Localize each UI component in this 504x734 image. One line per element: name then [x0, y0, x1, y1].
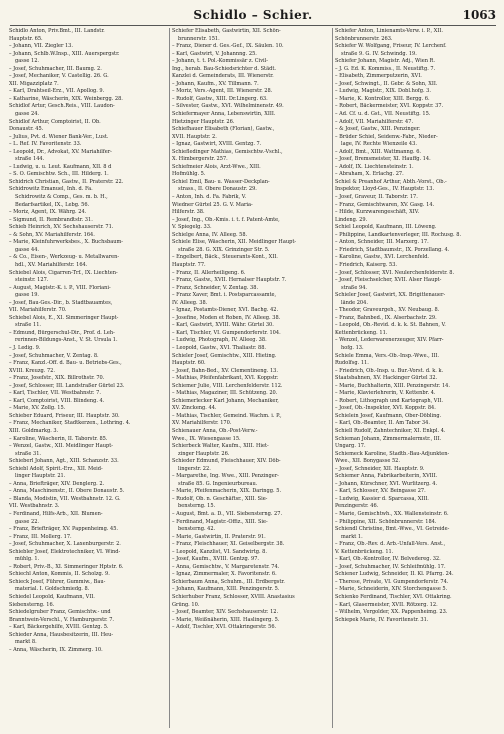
directory-entry-line: – Marie, Klavierlehrerin, V. Kettenbr. 4.: [335, 390, 436, 397]
directory-entry-line: – Josef, Schneider, XII. Hauptstr. 9.: [335, 465, 425, 472]
directory-entry-line: – Leopold, Dr., Advokat, XV. Mariahilfer-: [9, 148, 112, 155]
directory-entry-line: – L. Ref. IV. Favoritenstr. 33.: [9, 141, 82, 148]
directory-entry-line: – Marie, K. Kontrollor, XIII. Bergg. 6.: [335, 95, 430, 102]
directory-entry-line: XIII. Goldmarkg. 3.: [9, 427, 59, 434]
directory-entry-line: – Franz, Kanzl.-Off. d. Bau- u. Betriebs-Ges.,: [9, 360, 122, 367]
directory-entry-line: Schiebler Josef, Elektrotechniker, VI. Wind-: [9, 548, 121, 555]
directory-entry-line: – Johann, t. t. Pol.-Kommissär z. Civil-: [172, 58, 268, 65]
directory-entry-line: XV. Zinckeng. 44.: [172, 405, 217, 412]
directory-entry-line: Schieler Josef, Gemischtw., XIII. Hieting.: [172, 352, 277, 359]
directory-entry-line: Schierhuber Franz, Schlosser, XVIII. Anastasius: [172, 594, 295, 601]
page-number: 1063: [462, 8, 496, 22]
directory-entry-line: Schiedelgruber Franz, Gemischtw.- und: [9, 609, 111, 616]
directory-entry-line: Siebensterng. 16.: [9, 601, 55, 608]
directory-entry-line: – Josef, Ing., Ob.-Kmis. i. t. f. Patent-Amte,: [172, 216, 280, 223]
directory-entry-line: – Ludwig, Magistr., XIX. Dobl.hofg. 3.: [335, 88, 431, 95]
directory-entry-line: Hauptstr. 60.: [172, 360, 206, 367]
directory-entry-line: Schidlof Arthur, Comptoirist, II. Ob.: [9, 118, 101, 125]
directory-entry-line: gasse 19.: [15, 292, 40, 299]
directory-entry-line: straße 31.: [15, 450, 42, 457]
directory-entry-line: – Karl, Tischler, VI. Gumpendorferstr. 104.: [172, 329, 281, 336]
directory-entry-line: Schiefledinger Mathias, Gemischtw.-Vschl.,: [172, 148, 283, 155]
directory-entry-line: – Anna, Wäscherin, IX. Zimmerg. 10.: [9, 646, 103, 653]
directory-entry-line: gasse 24.: [15, 111, 40, 118]
directory-entry-line: – Johann, Kaufmann, XIII. Penzingerstr. 5.: [172, 586, 280, 593]
directory-entry-line: Schiefer Elisabeth, Gastwirtin, XII. Schön-: [172, 28, 281, 34]
directory-entry-line: Schielge Anna, IV. Alleeg. 58.: [172, 231, 248, 238]
directory-entry-line: – Marie, XV. Zollg. 15.: [9, 405, 66, 412]
directory-entry-line: – Josef, Schlosser, XVI. Neulerchenfelderstr. 8.: [335, 269, 455, 276]
directory-entry-line: Schiell Rudolf, Zahntechniker, XI. Enkpl. 4.: [335, 427, 446, 434]
directory-entry-line: bensterng. 42.: [178, 526, 216, 533]
directory-entry-line: – Johann, Schlb.W.Insp., XIII. Auerspergstr.: [9, 50, 120, 57]
directory-entry-line: Rudolfsg. 11.: [335, 360, 369, 367]
directory-entry-line: – Franz, Fleischhauer, XI. Geiselbergstr. 38.: [172, 541, 285, 548]
directory-entry-line: – Josef, Schuhmacher, IV. Schleifmühlg. 17.: [335, 563, 446, 570]
directory-entry-line: – Engelbert, Bäck., Steuerants-Kont., XII.: [172, 254, 278, 261]
directory-entry-line: – Philippine, Landkartenverleger, III. Rochusg. 8.: [335, 231, 462, 238]
directory-entry-line: Kanzlei d. Gemeinderats, III. Wienerstr.: [172, 73, 274, 80]
directory-entry-line: – Johann, Kürschner, XVI. Wurlitzerg. 4.: [335, 480, 438, 487]
directory-entry-line: mühlg. 1.: [15, 556, 40, 563]
directory-entry-line: – Josef, Schuhmacher, III. Baumg. 2.: [9, 65, 102, 72]
directory-entry-line: Schiedel Leopold, Kaufmann, VII.: [9, 594, 95, 601]
directory-entry-line: Schiele Emma, Vers.-Ob.-Insp.-Wwe., III.: [335, 352, 439, 359]
directory-entry-line: – S. O. Gemischtw. Sch., III. Hilderg. 1.: [9, 171, 109, 178]
directory-entry-line: Schieberl Johann, Agt., XIII. Schanzstr. 33.: [9, 458, 119, 465]
directory-entry-line: Schierbaum Anna, Schuhm., III. Erdbergstr.: [172, 578, 285, 585]
directory-entry-line: Schiemerlecker Karl Johann, Mechaniker,: [172, 397, 279, 404]
directory-entry-line: Schienko Ferdinand, Tischler, XVI. Ottakring.: [335, 594, 452, 601]
directory-entry-line: Schieber Eduard, Friseur, III. Hauptstr. 30.: [9, 412, 120, 419]
directory-entry-line: VII. Westbahnstr. 3.: [9, 503, 60, 510]
directory-entry-line: gasse 22.: [15, 518, 40, 525]
directory-entry-line: – Karl, Glasermeister, XVII. Rötzerg. 12.: [335, 601, 438, 608]
directory-entry-line: – Anna, Maschinenstr., II. Obere Donaustr. 5.: [9, 488, 125, 495]
directory-entry-line: – Anna, Gemischtw., V. Margaretenstr. 74.: [172, 563, 280, 570]
directory-entry-line: – Rudolf, Ob. n. Geschäftsr., XIII. Sie-: [172, 495, 268, 502]
directory-entry-line: – Abraham, X. Erlachg. 27.: [335, 171, 404, 178]
directory-entry-line: – Adolf, VII. Mariahilferstr. 47.: [335, 118, 414, 125]
directory-entry-line: – Franz, Josefstr., XIX. Billrothstr. 70.: [9, 375, 105, 382]
directory-entry-line: Schiel & Preanhof Arthur, Abth.-Vorst., Ob.-: [335, 178, 447, 185]
directory-entry-line: – Ludwig, Kassier d. Sparcassa, XIII.: [335, 495, 429, 502]
directory-entry-line: Bedarfsartikel, IX., Lebg. 56.: [15, 201, 90, 208]
directory-entry-line: lände 204.: [341, 299, 368, 306]
directory-entry-line: straße 144.: [15, 156, 45, 163]
directory-entry-line: Schiebl Adolf, Spirit.-Erz., XII. Meid-: [9, 465, 103, 472]
directory-entry-line: Schieder Anna, Hausbesitzerin, III. Heu-: [9, 631, 114, 638]
directory-entry-line: – Friedrich, Ob.-Insp. u. Bur.-Vorst. d. k. k.: [335, 367, 444, 374]
directory-entry-line: Wwe., IX. Wiesengasse 15.: [172, 435, 241, 442]
directory-entry-line: – Franz, Bahnbed., IX. Alserbachstr. 29.: [335, 314, 437, 321]
directory-entry-line: – & Sohn, XV. Mariahilferstr. 164.: [9, 231, 95, 238]
directory-entry-line: – Philippine, XII. Schönbrunnerstr. 184.: [335, 518, 437, 525]
directory-entry-line: – August, Magistr.-K. i. P., VIII. Floriani-: [9, 284, 111, 291]
directory-entry-line: Schiefermayer Anna, Lebenswirtin, XIII.: [172, 111, 276, 118]
directory-entry-line: straße 85. G. Ingenieurbureau.: [178, 480, 258, 487]
directory-entry-line: Schieman Johann, Zimmermalermstr., III.: [335, 435, 442, 442]
directory-entry-line: Hauptstr. 65.: [9, 35, 43, 42]
directory-entry-line: – Leopold, Gastw., XVI. Thaliastr. 88.: [172, 344, 267, 351]
directory-entry-line: – Brüder Schiel, Seidenw.-Fabr., Nieder-: [335, 133, 438, 140]
directory-entry-line: – Franz, Diener d. Ges.-Gef., IX. Säulen. 10.: [172, 43, 284, 50]
directory-entry-line: Schiepek Marie, IV. Favoritenstr. 31.: [335, 616, 429, 623]
directory-entry-line: markt 1.: [341, 533, 363, 540]
directory-entry-line: – Moriz, Vers.-Agent, III. Wienerstr. 28.: [172, 88, 273, 95]
directory-entry-line: – Karl, Tischler, VII. Westbahnstr. 7.: [9, 390, 101, 397]
directory-entry-line: – Therese, Private, VI. Gumpendorferstr. 74.: [335, 578, 449, 585]
directory-entry-line: – Karoline, Gastw., XVI. Lerchenfeld.: [335, 254, 430, 261]
directory-entry-line: – Josef, Schuhmacher, V. Zentag. 8.: [9, 352, 99, 359]
directory-entry-line: – Marie, Gastwirtin, II. Praterstr. 91.: [172, 533, 266, 540]
directory-entry-line: – Anton, Schneider, III. Marxerg. 17.: [335, 239, 429, 246]
directory-entry-line: – Karl, Comptoirist, VIII. Blindeng. 4.: [9, 397, 105, 404]
directory-entry-line: IV. Alleeg. 38.: [172, 299, 208, 306]
directory-entry-line: Hauptstr. 77.: [172, 261, 206, 268]
directory-entry-line: – Ignaz, Postamts-Diener, XVI. Bachg. 42.: [172, 307, 279, 314]
directory-entry-line: – Wenzel, Gastw., XII. Meidlinger Haupt-: [9, 443, 113, 450]
directory-entry-line: markt 8.: [15, 639, 37, 646]
directory-entry-line: – Josef, Graveur, II. Taborstr. 17.: [335, 194, 418, 201]
directory-entry-line: – Margarethe, Ing. Wwe., XIII. Penzinger-: [172, 473, 279, 480]
directory-entry-line: XV. Mariahilferstr. 170.: [172, 420, 232, 427]
directory-entry-line: – Karl, Ob.-Kontrollor, IV. Belvedereg. 32.: [335, 556, 441, 563]
directory-entry-line: Schiel Emil, Bau- u. Wasser-Deckplan-: [172, 178, 270, 185]
directory-entry-line: – Josef, Fleischselcher, XVII. Alser Haupt-: [335, 277, 442, 284]
directory-entry-line: – Anna, Briefträger, XIV. Denglerg. 2.: [9, 480, 105, 487]
directory-entry-line: – Adolf, Tischler, XVI. Ottakringerstr. 56.: [172, 624, 277, 631]
directory-entry-line: – Julius, Pvt. d. Wiener Bank-Ver., Lust.: [9, 133, 109, 140]
directory-entry-line: Schiener Ludwig, Schneider, II. Kl. Pfarrg. 24.: [335, 571, 454, 578]
directory-entry-line: – Marie, Gemischtwh., XX. Wallensteinstr. 6.: [335, 511, 449, 517]
directory-entry-line: rerinnen-Bildungs-Anst., V. St. Ursula 1.: [15, 337, 118, 344]
directory-entry-line: Schiefer W. Wolfgang, Friseur, IV. Lerchenf.: [335, 43, 447, 50]
directory-entry-line: Schienauer Anna, Ob.-Post-Verw.-: [172, 427, 258, 434]
directory-entry-line: – Franz, II. Allerheiligeng. 6.: [172, 269, 246, 276]
directory-entry-line: – Johann, Kaufm., XV. Tillmann. 7.: [172, 80, 259, 87]
directory-entry-line: – Karl, Gastwirt, XVIII. Währ. Gürtel 30.: [172, 322, 274, 329]
directory-entry-line: Grüng. 10.: [172, 601, 200, 608]
directory-entry-line: strass., II. Obere Donaustr. 29.: [178, 186, 257, 193]
directory-entry-line: – Ignaz, Gastwirt, XVIII. Gentzg. 7.: [172, 141, 262, 148]
directory-entry-line: – Josef, Bahn-Bed., XV. Clementineng. 13.: [172, 367, 278, 374]
directory-entry-line: straße 9. G. IV. Schwindg. 19.: [341, 50, 417, 57]
directory-entry-line: hofg. 13.: [341, 344, 364, 351]
directory-entry-line: – Ludwig, Photograph, IV. Alleeg. 38.: [172, 337, 267, 344]
directory-entry-line: – Wenzel, Lederwarenerzeuger, XIV. Pfarr-: [335, 337, 444, 344]
directory-entry-line: Schidrowitz Emanuel, Inh. d. Fa.: [9, 186, 93, 193]
directory-column-2: [172, 28, 330, 728]
directory-entry-line: Schidlof Artur, Gesch.Reis., VIII. Laudon-: [9, 103, 115, 110]
directory-entry-line: Schiele Elise, Wäscherin, XII. Meidlinger Haupt-: [172, 239, 297, 246]
directory-entry-line: XVII. Hauptstr. 2.: [172, 133, 217, 140]
directory-entry-line: – & Josef, Gastw., XIII. Penzinger.: [335, 126, 421, 133]
directory-entry-line: – Mathias, Magaziner, III. Schützeng. 20.: [172, 390, 278, 397]
directory-entry-line: – Josef, Schlosser, III. Landstraßer Gürtel 23.: [9, 382, 125, 389]
directory-entry-line: V. Spiegelg. 33.: [172, 224, 212, 231]
directory-entry-line: hdl., XV. Mariahilferstr. 164.: [15, 261, 88, 268]
header-rule: [10, 25, 496, 26]
directory-entry-line: – Marie, Buchhalterin, XIII. Penzingerstr. 14.: [335, 382, 450, 389]
directory-entry-line: Ing., herab. Bau-Schiedsrichter d. Städt.: [172, 65, 276, 72]
directory-entry-line: – Karl, Bäckergehilfe, XVIII. Gentzg. 5.: [9, 624, 109, 631]
directory-entry-line: Schönbrunnerstr. 263.: [335, 35, 393, 42]
directory-entry-line: – Leopold, Kanzlist, VI. Sandwirtg. 8.: [172, 548, 267, 555]
directory-entry-line: – Mathias, Pfeifenfabrikant, XVI. Koppstr.: [172, 375, 279, 382]
directory-entry-line: – Josef, Bremsmeister, XI. Hauffg. 14.: [335, 156, 431, 163]
directory-entry-line: Schiel Leopold, Kaufmann, III. Löweng.: [335, 224, 437, 231]
directory-entry-line: zinger Hauptstr. 26.: [178, 450, 230, 457]
directory-entry-line: Schiendl Christine, Bmt.-Wwe., VI. Getreide-: [335, 526, 450, 533]
directory-entry-line: Wiedner Gürtel 25. G. V. Maria-: [172, 201, 253, 208]
directory-entry-line: – Friedrich, Kaiserg. 53.: [335, 261, 398, 268]
directory-entry-line: linger Hauptstr. 21.: [15, 473, 66, 480]
directory-entry-line: – Josef, Schuhmacher, X. Laxenburgerstr. 2.: [9, 541, 121, 548]
directory-entry-line: – Franz, Gemischtwaren, XV. Gasg. 14.: [335, 201, 435, 208]
directory-entry-line: VII. Mariahilferstr. 70.: [9, 307, 67, 314]
directory-entry-line: Schiebel Alois, E., XI. Simmeringer Haupt-: [9, 314, 119, 321]
directory-entry-line: – Franz, Gastw., XVII. Hernalser Hauptstr. 7.: [172, 277, 287, 284]
directory-entry-line: – Karl, Ob.-Beamter, II. Am Tabor 34.: [335, 420, 430, 427]
directory-entry-line: – Silvester, Gastw., XVI. Wilhelminenstr. 49.: [172, 103, 284, 110]
directory-entry-line: – Anton, Inh. d. Fa. Fabrik, V.: [172, 194, 247, 201]
directory-entry-line: Schiefmeier Alois, Arzt-Wwe., XIII.: [172, 163, 261, 170]
directory-entry-line: Schiechl Anton, Kommis, II. Scholzg. 9.: [9, 571, 110, 578]
directory-entry-line: XVIII. Kreuzg. 72.: [9, 367, 55, 374]
directory-column-1: [9, 28, 167, 728]
directory-entry-line: – Marie, Schneiderin, XIV. Storchengasse 5.: [335, 586, 448, 593]
directory-entry-line: steinstr. 127.: [15, 277, 49, 284]
directory-entry-line: Schieler Josef, Gastwirt, XX. Brigittenauer-: [335, 292, 446, 299]
directory-entry-line: Schiefer Johann, Magistr. Adj., Wien R.: [335, 58, 435, 65]
directory-entry-line: – Josef, Ob.-Inspektor, XVI. Koppstr. 84.: [335, 405, 436, 412]
column-divider: [169, 28, 170, 728]
directory-entry-line: Lindeng. 29.: [335, 216, 368, 223]
directory-entry-line: Schielein Josef, Kaufmann, Ober-Döbling.: [335, 412, 442, 419]
running-title: Schidlo – Schier.: [193, 8, 313, 22]
directory-entry-line: bensterng. 15.: [178, 503, 216, 510]
directory-entry-line: – Robert, Lithograph und Kartograph, VII.: [335, 397, 444, 404]
directory-entry-line: – Marie, Pfeifenmacherin, XIX. Daringg. 5.: [172, 488, 282, 495]
directory-entry-line: Schidrowitz & Comp., Ges. m. b. H.,: [15, 194, 108, 201]
directory-entry-line: straße 28. G. XIX. Grinzinger Str. 5.: [178, 246, 270, 253]
directory-entry-line: – Ignaz, Zimmermaler, X. Favoritenstr. 6.: [172, 571, 277, 578]
directory-entry-line: Schiefhauer Elisabeth (Florian), Gastw.,: [172, 126, 275, 133]
directory-entry-line: – Josef, Bau-Ges.-Dir., b. Stadtbauamtes,: [9, 299, 113, 306]
directory-entry-line: – Mathias, Tischler, Gemeind. Wachm. i. P.,: [172, 412, 282, 419]
directory-entry-line: – Franz, Mechaniker, Stadtkerzen., Lothring. 4.: [9, 420, 131, 427]
directory-entry-line: Schieder Edmund, Fleischhauer, XIV. Döb-: [172, 458, 281, 465]
directory-entry-line: – J. G. Ed. K. Kommiss., II. Neustiftg. 7.: [335, 65, 436, 72]
directory-entry-line: Schidrich Christian, Gastw., II. Praterstr. 22.: [9, 178, 124, 185]
directory-entry-line: – J. Ledig. 9.: [9, 344, 41, 351]
directory-entry-line: lingerstr. 22.: [178, 465, 211, 472]
directory-column-3: [335, 28, 493, 728]
directory-entry-line: – Josef, Mechaniker, V. Castellig. 26. G.: [9, 73, 109, 80]
directory-entry-line: Schiemeck Karoline, Stadtb.-Bau-Adjunkten-: [335, 450, 450, 457]
directory-entry-line: Hilferstr. 38.: [172, 209, 205, 216]
directory-entry-line: – Robert, Priv.-B., XI. Simmeringer Hptstr. 6.: [9, 563, 124, 570]
directory-entry-line: – Josefine, Moden et Roben, IV. Alleeg. 38.: [172, 314, 281, 321]
directory-entry-line: – Ferdinand, Hilfs-Arb., XII. Blumen-: [9, 511, 103, 517]
directory-entry-line: – Leopold, Ob.-Revid. d. k. k. St. Bahnen, V.: [335, 322, 446, 329]
directory-entry-line: – Ferdinand, Magistr.-Offiz., XIII. Sie-: [172, 518, 268, 525]
directory-entry-line: – Franz, Schneider, V. Zentag. 38.: [172, 284, 259, 291]
directory-entry-line: – Karl, Gastwirt, V. Johannng. 25.: [172, 50, 257, 57]
directory-entry-line: Schiefer Anton, Linienamts-Verw. i. P., XII.: [335, 28, 443, 34]
directory-entry-line: – Franz, Briefträger, XV. Pappenheimg. 45.: [9, 526, 119, 533]
directory-entry-line: Schiebel Alois, Cigarren-Trf., IX. Liechten-: [9, 269, 118, 276]
directory-entry-line: – Sigmund, II. Rembrandtstr. 31.: [9, 216, 93, 223]
directory-entry-line: – Ludwig, u. u. Leut. Kaufmann, XII. 8 d: [9, 163, 112, 170]
column-divider: [332, 28, 333, 728]
directory-entry-line: Inspektor, Lloyd-Ges., IV. Hauptstr. 13.: [335, 186, 435, 193]
directory-entry-line: Ungarg. 17.: [335, 443, 366, 450]
directory-entry-line: – Ad. Cf. u. d. Gst., VII. Neustiftg. 15.: [335, 111, 431, 118]
directory-entry-line: – Blanda, Modistin, VII. Westbahnstr. 12. G.: [9, 495, 121, 502]
directory-entry-line: – Edmund, Bürgerschul-Dir., Prof. d. Leh-: [9, 329, 115, 336]
directory-entry-line: Kettenbrückeng. 11.: [335, 329, 388, 336]
directory-entry-line: lage, IV. Rechte Wienzeile 43.: [341, 141, 417, 148]
directory-entry-line: Schierbeck Walter, Kaufm., XIII. Hiet-: [172, 443, 269, 450]
page-header: [10, 8, 496, 24]
directory-entry-line: Penzingerstr. 46.: [335, 503, 379, 510]
directory-entry-line: – Franz, III. Mollerg. 17.: [9, 533, 72, 540]
directory-entry-line: – Rudolf, Gastw., XIII. Dr.Lingerg. 63.: [172, 95, 268, 102]
directory-entry-line: X. Himbergerstr. 257.: [172, 156, 228, 163]
directory-entry-line: – Josef, Beamter, XIV. Sechshauserstr. 12.: [172, 609, 279, 616]
directory-entry-line: – Adolf, IX. Liechtensteinstr. 1.: [335, 163, 414, 170]
directory-entry-line: brunnerstr. 151.: [178, 35, 220, 42]
directory-entry-line: gasse 44.: [15, 246, 40, 253]
directory-entry-line: Staatsbahnen, XV. Hackinger Gürtel 32.: [335, 375, 438, 382]
directory-entry-line: straße 11.: [15, 322, 42, 329]
directory-entry-line: – & Co., Eisen-, Werkzeug- u. Metallwaren-: [9, 254, 120, 261]
directory-entry-line: – Adolf, Bmt., XIII. Wattmanng. 6.: [335, 148, 422, 155]
directory-entry-line: Donaustr. 45.: [9, 126, 44, 133]
directory-entry-line: straße 94.: [341, 284, 368, 291]
directory-entry-line: – Johann, VII. Ziegler 13.: [9, 43, 73, 50]
directory-entry-line: Wwe., XII. Bonygasse 52.: [335, 458, 400, 465]
directory-entry-line: – Josef, Schwingt., II. Gebr. & Sohn, XII.: [335, 80, 438, 87]
directory-entry-line: Schieck Josef, Führer, Gummiw., Bau-: [9, 578, 106, 585]
directory-entry-line: – Marie, Kleinfuhrwerksbes., X. Buchsbaum-: [9, 239, 123, 246]
directory-entry-line: – Elisabeth, Zimmerputzerin, XVI.: [335, 73, 422, 80]
directory-entry-line: – Franz Xaver, Bmt. i. Postsparcassamte,: [172, 292, 277, 299]
directory-entry-line: – Katharine, Wäscherin, XIX. Weinbergg. 28.: [9, 95, 123, 102]
directory-entry-line: Schidlo Anton, Priv.Bmt., III. Landstr.: [9, 28, 105, 34]
directory-entry-line: – Franz, Ob.-Rev. d. Arb.-Unfall-Vers. Anst.,: [335, 541, 446, 548]
directory-entry-line: Hietzinger Hauptstr. 26.: [172, 118, 235, 125]
directory-entry-line: – August, Bmt. a. D., VII. Siebensterng. 27.: [172, 511, 283, 517]
directory-entry-line: – Karoline, Wäscherin, II. Taborstr. 85.: [9, 435, 108, 442]
directory-entry-line: Schiemer Julie, VIII. Lerchenfelderstr. 112.: [172, 382, 283, 389]
directory-entry-line: Branntwein-Verschl., V. Hamburgerstr. 7.: [9, 616, 115, 623]
directory-entry-line: – Robert, Bäckermeister, XVI. Koppstr. 37.: [335, 103, 444, 110]
directory-entry-line: – Karl, Schlosser, XV. Beingasse 27.: [335, 488, 426, 495]
directory-entry-line: material. I. Goldschmiedg. 8.: [15, 586, 90, 593]
directory-entry-line: Schieb Heinrich, XV. Sechshauserstr. 71.: [9, 224, 114, 231]
directory-entry-line: gasse 12.: [15, 58, 40, 65]
directory-entry-line: XII. Migazziplatz 7.: [9, 80, 59, 87]
directory-entry-line: Hofmühlg. 5.: [172, 171, 206, 178]
directory-entry-line: – Moriz, Agent, IX. Währg. 24.: [9, 209, 87, 216]
directory-entry-line: – Hilde, Kurzwarengeschäft, XIV.: [335, 209, 420, 216]
directory-entry-line: – Marie, Weißnäherin, XIII. Haslingerg. 5.: [172, 616, 280, 623]
directory-entry-line: Schiemer Anna, Fabrikarbeiterin, XVIII.: [335, 473, 438, 480]
directory-entry-line: – Josef, Kaufm., XVIII. Gentzg. 97.: [172, 556, 260, 563]
directory-entry-line: – Wilhelm, Vergolder, XX. Pappenheimg. 23.: [335, 609, 448, 616]
directory-entry-line: – Karl, Drahtseil-Erz., VII. Apollog. 9.: [9, 88, 105, 95]
directory-entry-line: – Theodor, Graveurgeh., XV. Neubaug. 8.: [335, 307, 440, 314]
directory-entry-line: V. Kettenbrückeng. 11.: [335, 548, 394, 555]
directory-entry-line: – Friedrich, Stadtbaumstr., IX. Porzellang. 4.: [335, 246, 450, 253]
